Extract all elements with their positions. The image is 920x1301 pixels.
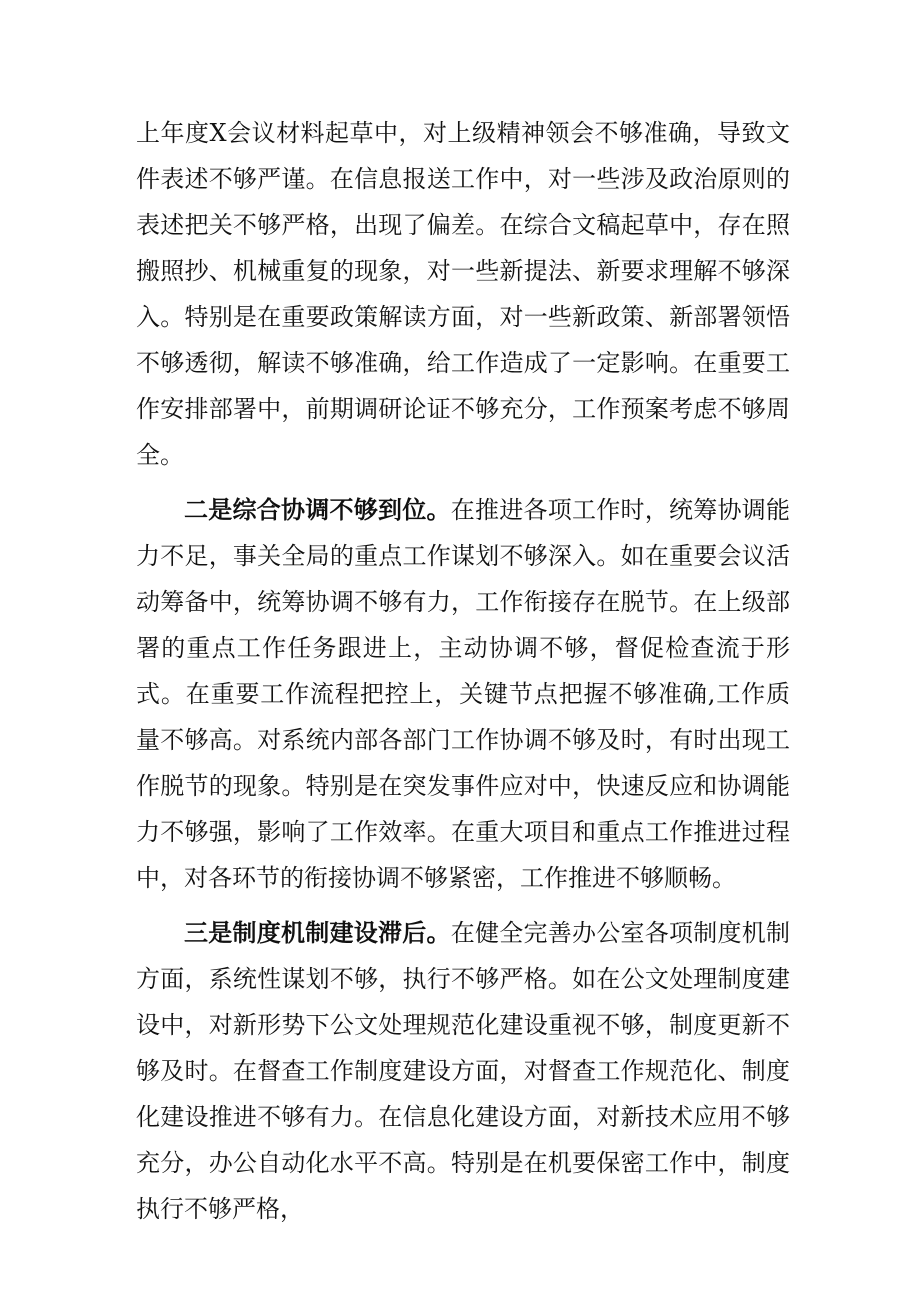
paragraph-text: 上年度X会议材料起草中，对上级精神领会不够准确，导致文件表述不够严谨。在信息报送工作中，对一些涉及政治原则的表述把关不够严格，出现了偏差。在综合文稿起草中，存在照搬照抄、机械重复的现象，对一些新提法、新要求理解不够深入。特别是在重要政策解读方面，对一些新政策、新部署领悟不够透彻，解读不够准确，给工作造成了一定影响。在重要工作安排部署中，前期调研论证不够充分，工作预案考虑不够周全。 (136, 119, 790, 469)
paragraph-text: 在健全完善办公室各项制度机制方面，系统性谋划不够，执行不够严格。如在公文处理制度建设中，对新形势下公文处理规范化建设重视不够，制度更新不够及时。在督查工作制度建设方面，对督查工作规范化、制度化建设推进不够有力。在信息化建设方面，对新技术应用不够充分，办公自动化水平不高。特别是在机要保密工作中，制度执行不够严格， (136, 919, 790, 1223)
paragraph-continued (136, 110, 790, 478)
paragraph-coordination (136, 487, 790, 901)
paragraph-heading: 二是综合协调不够到位。 (184, 496, 451, 524)
document-body (136, 110, 790, 1241)
paragraph-institution (136, 910, 790, 1232)
paragraph-heading: 三是制度机制建设滞后。 (184, 919, 451, 947)
paragraph-text: 在推进各项工作时，统筹协调能力不足，事关全局的重点工作谋划不够深入。如在重要会议活动筹备中，统筹协调不够有力，工作衔接存在脱节。在上级部署的重点工作任务跟进上，主动协调不够，督促检查流于形式。在重要工作流程把控上，关键节点把握不够准确,工作质量不够高。对系统内部各部门工作协调不够及时，有时出现工作脱节的现象。特别是在突发事件应对中，快速反应和协调能力不够强，影响了工作效率。在重大项目和重点工作推进过程中，对各环节的衔接协调不够紧密，工作推进不够顺畅。 (136, 496, 790, 892)
